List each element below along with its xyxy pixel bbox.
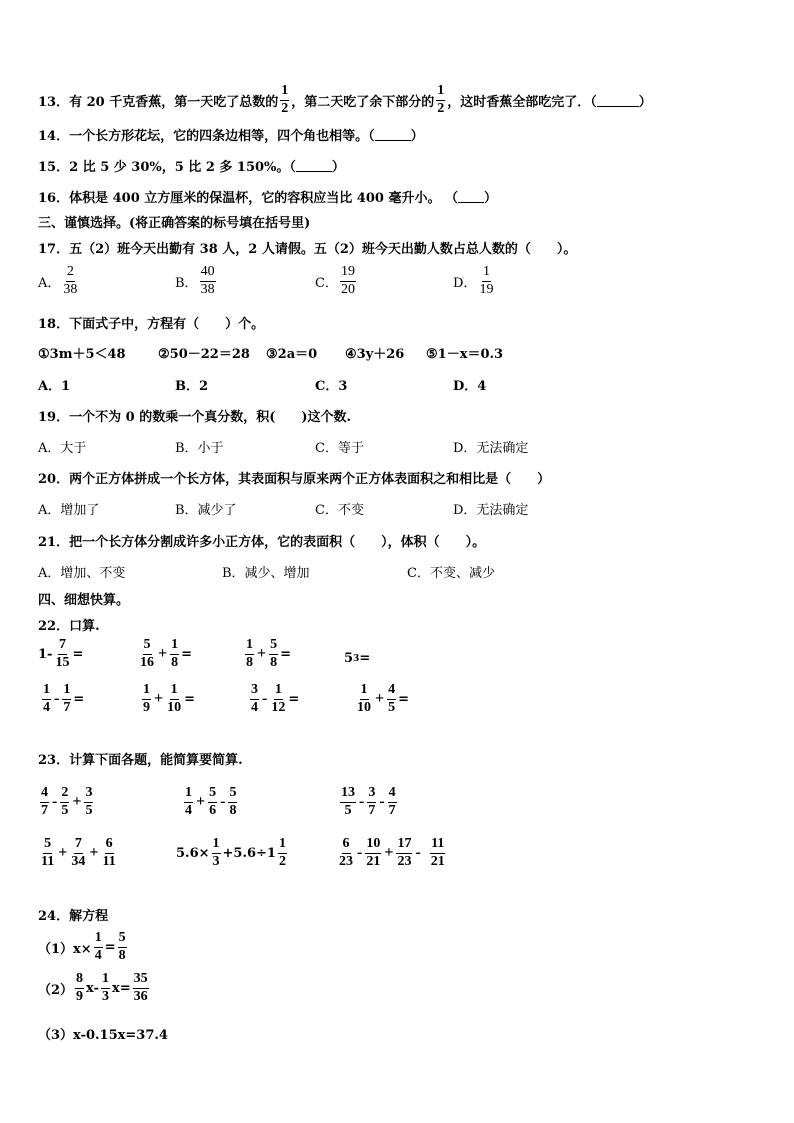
q20-option-d[interactable]: D．无法确定: [453, 503, 529, 518]
section-4-heading: 四、细想快算。: [38, 593, 130, 608]
q18-option-b[interactable]: B．2: [175, 379, 209, 394]
q22-expr-5: 1 4 - $\frac{1}{7}$ =: [43, 682, 85, 715]
q22-expr-7: 3 4 - $\frac{1}{12}$ =: [251, 682, 300, 715]
q20-option-c[interactable]: C．不变: [315, 503, 364, 518]
question-15: 15．2 比 5 少 30%，5 比 2 多 150%。（ ）: [38, 160, 345, 175]
q22-expr-1: 1- $\frac{7}{15}$ =: [38, 637, 84, 670]
q18-option-a[interactable]: A．1: [38, 379, 71, 394]
q17-option-c[interactable]: C． 19 20: [315, 264, 355, 297]
fraction: 1 2: [437, 83, 445, 116]
question-19: 19．一个不为 0 的数乘一个真分数，积( )这个数.: [38, 410, 352, 425]
q18-item: ④3y＋26: [345, 347, 405, 362]
question-16: 16．体积是 400 立方厘米的保温杯，它的容积应当比 400 毫升小。 （ ）: [38, 191, 498, 206]
q17-option-b[interactable]: B． 40 38: [175, 264, 215, 297]
answer-blank[interactable]: [458, 190, 484, 203]
q20-option-a[interactable]: A．增加了: [38, 503, 100, 518]
question-23-title: 23．计算下面各题，能简算要简算.: [38, 753, 243, 768]
q22-expr-4: 5 3 =: [344, 651, 371, 666]
q21-option-b[interactable]: B．减少、增加: [222, 566, 310, 581]
q21-option-a[interactable]: A．增加、不变: [38, 566, 126, 581]
q22-expr-8: 1 10 + $\frac{4}{5}$ =: [357, 682, 410, 715]
q23-expr-4: 5 11 + $\frac{7}{34}$ + $\frac{6}{11}$: [41, 836, 116, 869]
q20-option-b[interactable]: B．减少了: [175, 503, 237, 518]
q18-item: ①3m＋5＜48: [38, 347, 126, 362]
q21-option-c[interactable]: C．不变、减少: [407, 566, 495, 581]
q19-option-a[interactable]: A．大于: [38, 441, 87, 456]
q18-item: ③2a＝0: [266, 347, 318, 362]
q23-expr-5: 5.6× $\frac{1}{3}$ +5.6÷1 1 2: [176, 836, 286, 869]
answer-blank[interactable]: [296, 159, 332, 172]
question-22-title: 22．口算.: [38, 619, 100, 634]
q23-expr-6: 6 23 - 10 21 + $\frac{17}{23}$ - 11 21: [339, 836, 445, 869]
question-13: 13．有 20 千克香蕉，第一天吃了总数的 1 2 ，第二天吃了余下部分的 1 2 ，这时香蕉全部吃完了．（ ）: [38, 83, 652, 116]
q19-option-c[interactable]: C．等于: [315, 441, 364, 456]
question-17: 17．五（2）班今天出勤有 38 人，2 人请假。五（2）班今天出勤人数占总人数的（ ）。: [38, 242, 577, 257]
q24-equation-3: （3）x-0.15x=37.4: [38, 1028, 168, 1043]
q22-expr-6: 1 9 + $\frac{1}{10}$ =: [143, 682, 196, 715]
q19-option-b[interactable]: B．小于: [175, 441, 224, 456]
question-24-title: 24．解方程: [38, 909, 109, 924]
question-20: 20．两个正方体拼成一个长方体，其表面积与原来两个正方体表面积之和相比是（ ）: [38, 472, 551, 487]
q23-expr-1: 4 7 - 2 5 + $\frac{3}{5}$: [41, 785, 93, 818]
q18-item: ⑤1－x＝0.3: [426, 347, 504, 362]
q18-option-c[interactable]: C．3: [315, 379, 348, 394]
q24-equation-2: （2） 8 9 x- 1 3 x= $\frac{35}{36}$: [38, 971, 148, 1004]
q22-expr-2: 5 16 + $\frac{1}{8}$ =: [140, 637, 193, 670]
fraction: 1 2: [281, 83, 289, 116]
question-21: 21．把一个长方体分割成许多小正方体，它的表面积（ ），体积（ ）。: [38, 535, 486, 550]
q17-option-a[interactable]: A． 2 38: [38, 264, 78, 297]
q19-option-d[interactable]: D．无法确定: [453, 441, 529, 456]
answer-blank[interactable]: [375, 128, 411, 141]
section-3-heading: 三、谨慎选择。(将正确答案的标号填在括号里): [38, 216, 311, 231]
q17-option-d[interactable]: D． 1 19: [453, 264, 494, 297]
question-18: 18．下面式子中，方程有（ ）个。: [38, 317, 265, 332]
q18-option-d[interactable]: D．4: [453, 379, 487, 394]
q22-expr-3: 1 8 + $\frac{5}{8}$ =: [246, 637, 292, 670]
question-14: 14．一个长方形花坛，它的四条边相等，四个角也相等。（ ）: [38, 129, 424, 144]
q24-equation-1: （1）x× $\frac{1}{4}$ = $\frac{5}{8}$: [38, 930, 126, 963]
q23-expr-3: 13 5 - 3 7 - 4 7: [341, 785, 396, 818]
q18-item: ②50－22＝28: [158, 347, 250, 362]
answer-blank[interactable]: [597, 94, 639, 107]
q23-expr-2: 1 4 + $\frac{5}{6}$ - 5 8: [185, 785, 237, 818]
